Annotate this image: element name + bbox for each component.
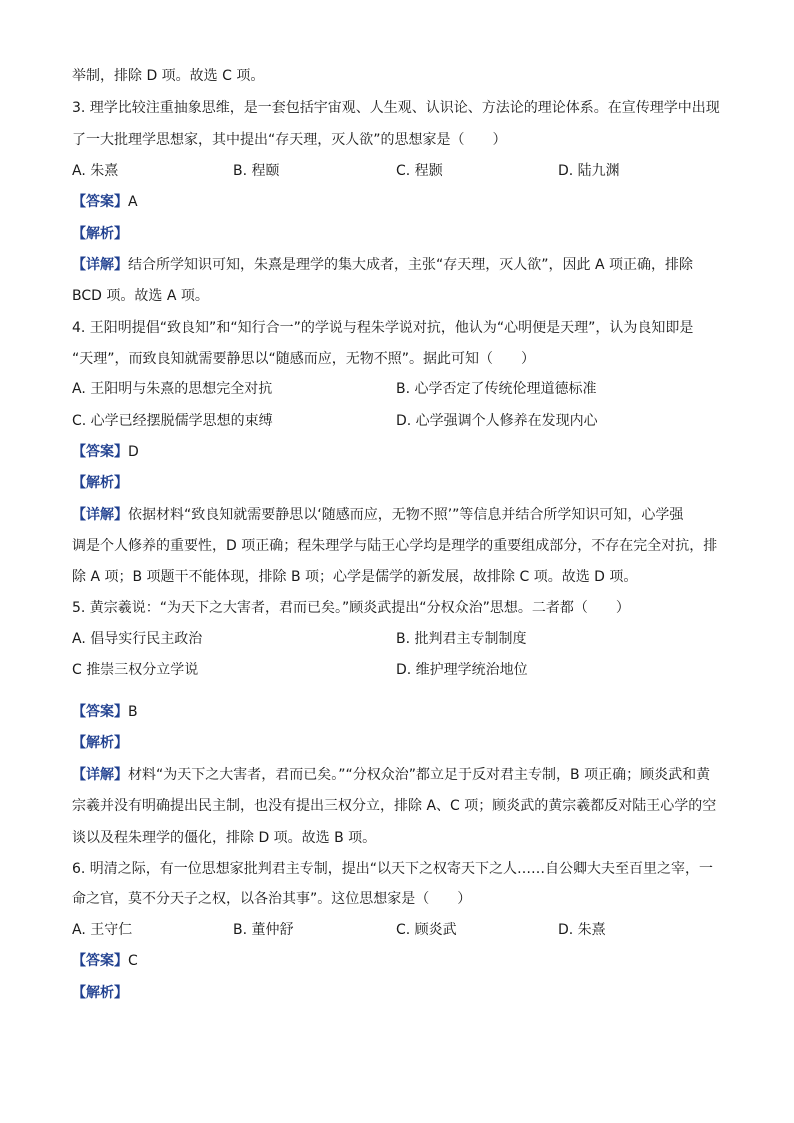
q3-option-a: A. 朱熹 — [72, 163, 119, 179]
q3-detail-text-1: 结合所学知识可知，朱熹是理学的集大成者，主张“存天理，灭人欲”，因此 A 项正确，排除 — [128, 257, 693, 273]
q6-stem-line-1: 6. 明清之际，有一位思想家批判君主专制，提出“以天下之权寄天下之人……自公卿大夫至百里之宰，一 — [72, 861, 714, 877]
q5-option-c: C 推崇三权分立学说 — [72, 662, 199, 678]
q3-option-d: D. 陆九渊 — [558, 163, 620, 179]
q5-detail-line-3: 谈以及程朱理学的僵化，排除 D 项。故选 B 项。 — [72, 830, 377, 846]
q5-option-b: B. 批判君主专制制度 — [396, 631, 527, 647]
q5-answer-value: B — [128, 704, 138, 720]
q5-analysis — [72, 733, 128, 753]
q4-option-c: C. 心学已经摆脱儒学思想的束缚 — [72, 413, 273, 429]
q3-detail-line-1 — [72, 255, 693, 275]
q4-analysis — [72, 473, 128, 493]
analysis-tag: 【解析】 — [72, 226, 128, 242]
q6-option-b: B. 董仲舒 — [233, 922, 294, 938]
q5-option-a: A. 倡导实行民主政治 — [72, 631, 203, 647]
q3-answer — [72, 192, 138, 212]
q5-option-d: D. 维护理学统治地位 — [396, 662, 528, 678]
q4-detail-line-3: 除 A 项；B 项题干不能体现，排除 B 项；心学是儒学的新发展，故排除 C 项。故选 D 项。 — [72, 569, 638, 585]
q6-answer-value: C — [128, 953, 138, 969]
q4-detail-text-1: 依据材料“致良知就需要静思以‘随感而应，无物不照’”等信息并结合所学知识可知，心学强 — [128, 507, 684, 523]
q4-stem-line-1: 4. 王阳明提倡“致良知”和“知行合一”的学说与程朱学说对抗，他认为“心明便是天理”，认为良知即是 — [72, 320, 694, 336]
q4-answer — [72, 442, 139, 462]
q3-option-b: B. 程颐 — [233, 163, 280, 179]
prev-detail-tail: 举制，排除 D 项。故选 C 项。 — [72, 68, 265, 84]
detail-tag: 【详解】 — [72, 767, 128, 783]
q6-analysis — [72, 983, 128, 1003]
detail-tag: 【详解】 — [72, 257, 128, 273]
q3-stem-line-1: 3. 理学比较注重抽象思维，是一套包括宇宙观、人生观、认识论、方法论的理论体系。在宣传理学中出现 — [72, 100, 720, 116]
q6-stem-line-2: 命之官，莫不分天子之权，以各治其事”。这位思想家是（ ） — [72, 891, 472, 907]
q3-detail-line-2: BCD 项。故选 A 项。 — [72, 288, 209, 304]
q5-detail-line-1 — [72, 765, 710, 785]
q4-stem-line-2: “天理”，而致良知就需要静思以“随感而应，无物不照”。据此可知（ ） — [72, 351, 536, 367]
q6-option-d: D. 朱熹 — [558, 922, 606, 938]
q3-stem-line-2: 了一大批理学思想家，其中提出“存天理，灭人欲”的思想家是（ ） — [72, 132, 507, 148]
answer-tag: 【答案】 — [72, 194, 128, 210]
q5-stem-line-1: 5. 黄宗羲说：“为天下之大害者，君而已矣。”顾炎武提出“分权众治”思想。二者都（ ） — [72, 600, 630, 616]
q3-option-c: C. 程颢 — [396, 163, 443, 179]
q3-analysis — [72, 224, 128, 244]
q3-answer-value: A — [128, 194, 138, 210]
detail-tag: 【详解】 — [72, 507, 128, 523]
analysis-tag: 【解析】 — [72, 735, 128, 751]
analysis-tag: 【解析】 — [72, 475, 128, 491]
q5-detail-line-2: 宗羲并没有明确提出民主制，也没有提出三权分立，排除 A、C 项；顾炎武的黄宗羲都反对陆王心学的空 — [72, 798, 717, 814]
q4-detail-line-1 — [72, 505, 683, 525]
answer-tag: 【答案】 — [72, 953, 128, 969]
q5-answer — [72, 702, 138, 722]
q4-detail-line-2: 调是个人修养的重要性，D 项正确；程朱理学与陆王心学均是理学的重要组成部分，不存在完全对抗，排 — [72, 538, 718, 554]
q6-option-c: C. 顾炎武 — [396, 922, 457, 938]
q4-option-a: A. 王阳明与朱熹的思想完全对抗 — [72, 381, 273, 397]
q6-answer — [72, 951, 138, 971]
q6-option-a: A. 王守仁 — [72, 922, 133, 938]
q4-option-d: D. 心学强调个人修养在发现内心 — [396, 413, 598, 429]
analysis-tag: 【解析】 — [72, 985, 128, 1001]
answer-tag: 【答案】 — [72, 704, 128, 720]
q4-option-b: B. 心学否定了传统伦理道德标准 — [396, 381, 597, 397]
q5-detail-text-1: 材料“为天下之大害者，君而已矣。”“分权众治”都立足于反对君主专制，B 项正确；顾炎武和黄 — [128, 767, 711, 783]
q4-answer-value: D — [128, 444, 139, 460]
answer-tag: 【答案】 — [72, 444, 128, 460]
